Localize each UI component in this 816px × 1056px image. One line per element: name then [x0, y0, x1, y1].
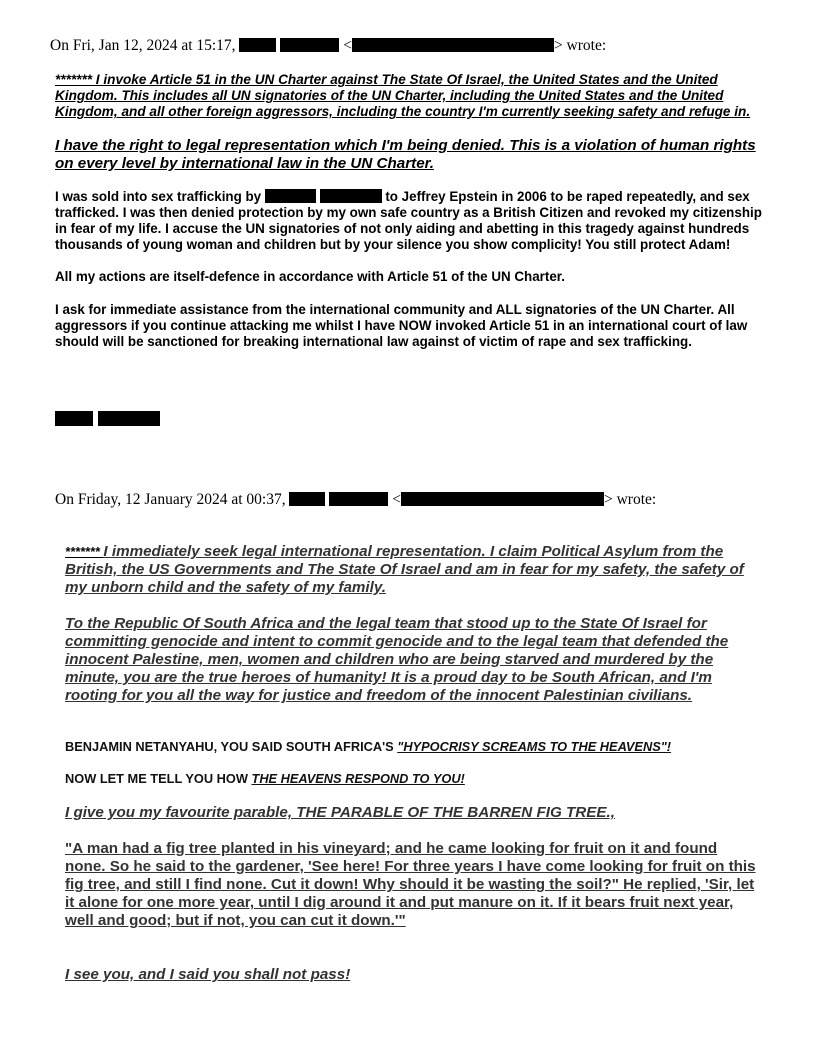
redacted-sender-first-name	[289, 492, 325, 506]
redacted-sender-email	[401, 492, 604, 506]
redacted-name-first	[265, 189, 316, 203]
redacted-sender-first-name	[239, 38, 276, 52]
email2-para-parable-title: I give you my favourite parable, THE PARABLE OF THE BARREN FIG TREE.,	[65, 804, 615, 821]
email1-para-legal-rep: I have the right to legal representation which I'm being denied. This is a violation of human rights on every level by international law in the UN Charter.	[55, 136, 756, 172]
redacted-signature-last	[98, 411, 160, 426]
redacted-sender-email	[352, 38, 554, 52]
redacted-signature-first	[55, 411, 93, 426]
redacted-sender-last-name	[329, 492, 388, 506]
email2-header-date: On Friday, 12 January 2024 at 00:37,	[55, 491, 286, 508]
email1-header-wrote: > wrote:	[553, 37, 607, 54]
email2-para-south-africa: To the Republic Of South Africa and the legal team that stood up to the State Of Israel for committing genocide and intent to commit genocide and to the legal team that defended the innocent Palestine, men, women and children who are being starved and murdered by the minute, you are the true heroes of humanity! It is a proud day to be South African, and I'm rooting for you all the way for justice and freedom of the innocent Palestinian civilians.	[65, 615, 729, 704]
email1-para-trafficking: I was sold into sex trafficking by to Jeffrey Epstein in 2006 to be raped repeatedly, and sex trafficked. I was then denied protection by my own safe country as a British Citizen and revoked my citizenship in fear of my life. I accuse the UN signatories of not only aiding and abetting in this tragedy against hundreds thousands of young woman and children but by your silence you show complicity! You still protect Adam!	[55, 188, 762, 253]
email1-para-article51: ******* I invoke Article 51 in the UN Charter against The State Of Israel, the United States and the United Kingdom. This includes all UN signatories of the UN Charter, including the United States and the United Kingdom, and all other foreign aggressors, including the country I'm currently seeking safety and refuge in.	[55, 72, 751, 120]
email1-para-assistance: I ask for immediate assistance from the international community and ALL signatories of the UN Charter. All aggressors if you continue attacking me whilst I have NOW invoked Article 51 in an international court of law should will be sanctioned for breaking international law against of victim of rape and sex trafficking.	[55, 301, 748, 350]
email1-para-self-defence: All my actions are itself-defence in accordance with Article 51 of the UN Charter.	[55, 269, 565, 285]
email2-para-asylum: ******* I immediately seek legal international representation. I claim Political Asylum from the British, the US Governments and The State Of Israel and am in fear for my safety, the safety of my unborn child and the safety of my family.	[65, 543, 744, 596]
email1-signature-redacted	[55, 411, 160, 427]
email2-header-wrote: > wrote:	[603, 491, 657, 508]
email1-header-date: On Fri, Jan 12, 2024 at 15:17,	[50, 37, 236, 54]
email2-para-parable-text: "A man had a fig tree planted in his vineyard; and he came looking for fruit on it and found none. So he said to the gardener, 'See here! For three years I have come looking for fruit on this fig tree, and still I find none. Cut it down! Why should it be wasting the soil?" He replied, 'Sir, let it alone for one more year, until I dig around it and put manure on it. If it bears fruit next year, well and good; but if not, you can cut it down.'"	[65, 840, 756, 929]
redacted-sender-last-name	[280, 38, 339, 52]
email1-body	[55, 72, 767, 350]
email2-body	[65, 543, 761, 984]
email2-para-heavens: NOW LET ME TELL YOU HOW THE HEAVENS RESPOND TO YOU!	[65, 771, 465, 786]
email2-para-netanyahu: BENJAMIN NETANYAHU, YOU SAID SOUTH AFRICA'S "HYPOCRISY SCREAMS TO THE HEAVENS"!	[65, 739, 672, 754]
email1-header: On Fri, Jan 12, 2024 at 15:17, < > wrote:	[50, 37, 607, 54]
email2-header: On Friday, 12 January 2024 at 00:37, < > wrote:	[55, 491, 657, 508]
redacted-name-last	[320, 189, 382, 203]
email2-para-shall-not-pass: I see you, and I said you shall not pass!	[65, 966, 351, 983]
